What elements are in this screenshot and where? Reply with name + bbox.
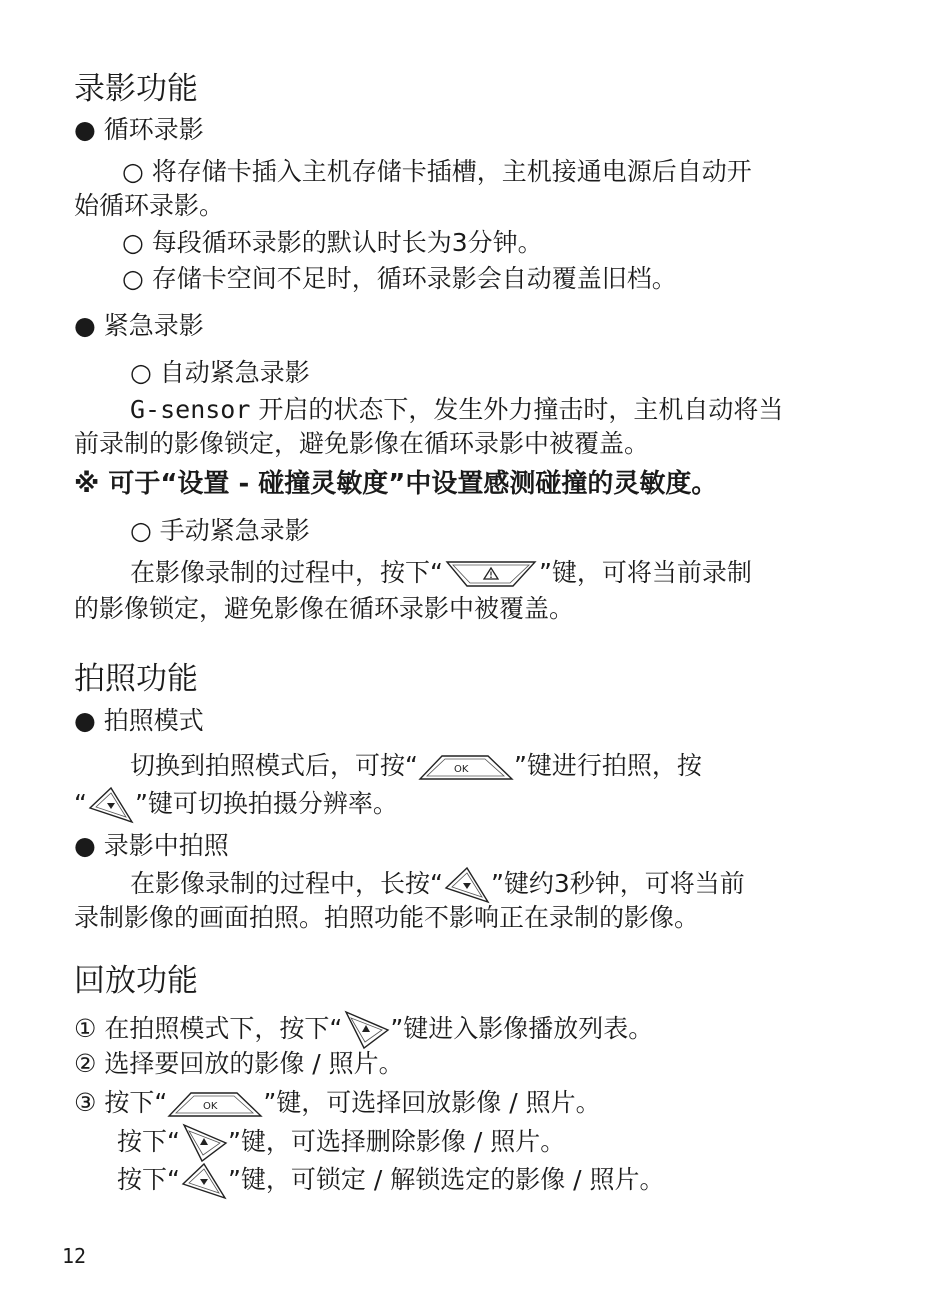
- photo-mode-heading: ● 拍照模式: [74, 706, 204, 735]
- auto-emergency-text-1a-rest: 开启的状态下，发生外力撞击时，主机自动将当: [250, 395, 784, 424]
- inrec-text-pre: 在影像录制的过程中，长按“: [130, 869, 443, 898]
- playback-step-4-post: ”键，可选择删除影像 / 照片。: [227, 1127, 566, 1156]
- auto-emergency-text-1a: [130, 394, 783, 426]
- photo-mode-text2-post: ”键可切换拍摄分辨率。: [134, 789, 398, 818]
- photo-during-recording-heading: ● 录影中拍照: [74, 831, 229, 860]
- ok-button: [418, 752, 514, 782]
- playback-step-5-pre: 按下“: [117, 1165, 180, 1194]
- ok-label: OK: [453, 764, 469, 775]
- section-title-playback: 回放功能: [74, 963, 198, 999]
- down-button: [87, 786, 135, 824]
- section-title-photo: 拍照功能: [74, 661, 198, 697]
- playback-step-3: [74, 1087, 601, 1119]
- loop-recording-text-1a: ○ 将存储卡插入主机存储卡插槽，主机接通电源后自动开: [122, 157, 752, 186]
- photo-during-recording-text-1b: 录制影像的画面拍照。拍照功能不影响正在录制的影像。: [74, 903, 700, 932]
- playback-step-4: [117, 1123, 565, 1163]
- playback-step-3-post: ”键，可选择回放影像 / 照片。: [263, 1088, 601, 1117]
- up-button: [342, 1010, 390, 1050]
- photo-mode-text-1: [130, 750, 702, 782]
- playback-step-1: [74, 1010, 653, 1050]
- playback-step-1-post: ”键进入影像播放列表。: [390, 1014, 654, 1043]
- loop-recording-text-1b: 始循环录影。: [74, 191, 225, 220]
- ok-button: [167, 1089, 263, 1119]
- manual-emergency-heading: ○ 手动紧急录影: [130, 516, 310, 545]
- playback-step-3-pre: ③ 按下“: [74, 1088, 168, 1117]
- down-button: [180, 1162, 228, 1200]
- inrec-text-post: ”键约3秒钟，可将当前: [490, 869, 745, 898]
- playback-step-1-pre: ① 在拍照模式下，按下“: [74, 1014, 343, 1043]
- photo-mode-text-pre: 切换到拍照模式后，可按“: [130, 751, 418, 780]
- g-sensor-term: G-sensor: [130, 395, 251, 424]
- photo-mode-text2-pre: “: [74, 789, 87, 818]
- manual-emergency-text-1: [130, 557, 752, 589]
- playback-step-5: [117, 1162, 665, 1200]
- loop-recording-heading: ● 循环录影: [74, 115, 204, 144]
- emergency-button: [443, 559, 539, 589]
- photo-mode-text-post: ”键进行拍照，按: [513, 751, 702, 780]
- photo-during-recording-text-1: [130, 866, 745, 904]
- playback-step-2: ② 选择要回放的影像 / 照片。: [74, 1049, 404, 1078]
- ok-label: OK: [203, 1101, 218, 1112]
- down-button: [443, 866, 491, 904]
- sensitivity-note: ※ 可于“设置 - 碰撞灵敏度”中设置感测碰撞的灵敏度。: [74, 469, 718, 499]
- playback-step-4-pre: 按下“: [117, 1127, 180, 1156]
- loop-recording-text-3: ○ 存储卡空间不足时，循环录影会自动覆盖旧档。: [122, 264, 677, 293]
- manual-text-pre: 在影像录制的过程中，按下“: [130, 558, 443, 587]
- page-number: 12: [62, 1244, 87, 1268]
- up-button: [180, 1123, 228, 1163]
- manual-emergency-text-1b: 的影像锁定，避免影像在循环录影中被覆盖。: [74, 594, 575, 623]
- auto-emergency-heading: ○ 自动紧急录影: [130, 358, 310, 387]
- section-title-recording: 录影功能: [74, 71, 198, 107]
- playback-step-5-post: ”键，可锁定 / 解锁选定的影像 / 照片。: [227, 1165, 665, 1194]
- loop-recording-text-2: ○ 每段循环录影的默认时长为3分钟。: [122, 228, 543, 257]
- manual-text-post: ”键，可将当前录制: [538, 558, 752, 587]
- photo-mode-text-2: [74, 786, 398, 824]
- emergency-recording-heading: ● 紧急录影: [74, 311, 204, 340]
- auto-emergency-text-1b: 前录制的影像锁定，避免影像在循环录影中被覆盖。: [74, 429, 650, 458]
